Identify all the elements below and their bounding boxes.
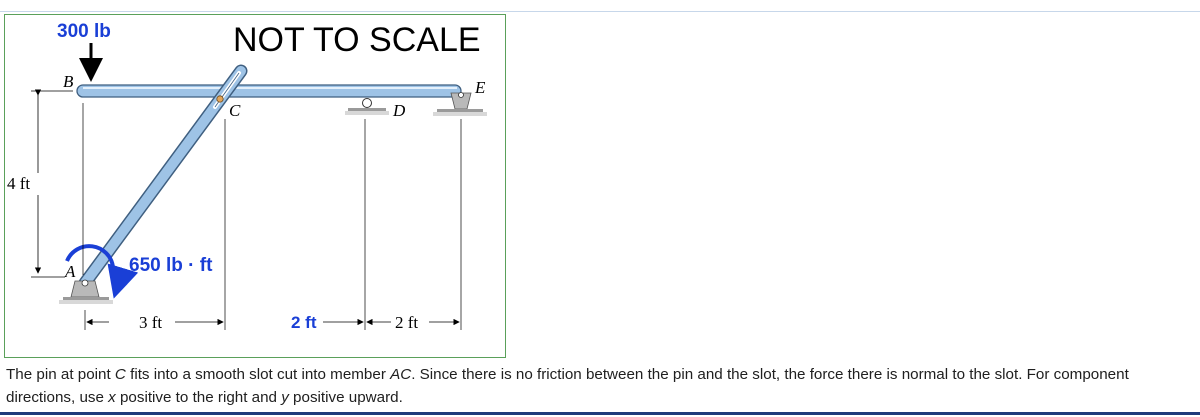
question-text-3: . Since there is no friction between the pin and the slot, the force there is normal to the slot. For component directions, use [6, 366, 1129, 406]
pin-c [217, 96, 223, 102]
bottom-divider [0, 412, 1200, 415]
force-label: 300 lb [57, 21, 111, 42]
question-text-5: positive upward. [288, 389, 403, 406]
member-ac [85, 71, 241, 283]
question-text-1: The pin at point [6, 366, 115, 383]
question-var-c: C [114, 366, 126, 383]
span-cd-label: 2 ft [291, 313, 317, 332]
not-to-scale-note: NOT TO SCALE [233, 21, 481, 59]
height-dimension [31, 91, 73, 277]
question-var-y: y [281, 389, 289, 406]
moment-label: 650 lb · ft [129, 255, 213, 276]
question-var-x: x [108, 389, 116, 406]
point-c-label: C [229, 101, 241, 120]
span-ac-label: 3 ft [139, 313, 163, 332]
figure-frame [4, 14, 506, 358]
point-a-label: A [65, 262, 76, 281]
problem-statement [6, 363, 1198, 409]
height-label: 4 ft [7, 174, 31, 193]
top-divider [0, 11, 1200, 12]
roller-support-d [345, 99, 389, 116]
point-e-label: E [475, 78, 486, 97]
point-d-label: D [393, 101, 406, 120]
beam-be [77, 85, 461, 97]
point-b-label: B [63, 72, 74, 91]
pin-support-a [59, 280, 113, 304]
question-text-4: positive to the right and [115, 389, 282, 406]
span-de-label: 2 ft [395, 313, 419, 332]
beam-diagram [5, 15, 507, 359]
question-text-2: fits into a smooth slot cut into member [125, 366, 391, 383]
question-var-ac: AC [390, 366, 412, 383]
